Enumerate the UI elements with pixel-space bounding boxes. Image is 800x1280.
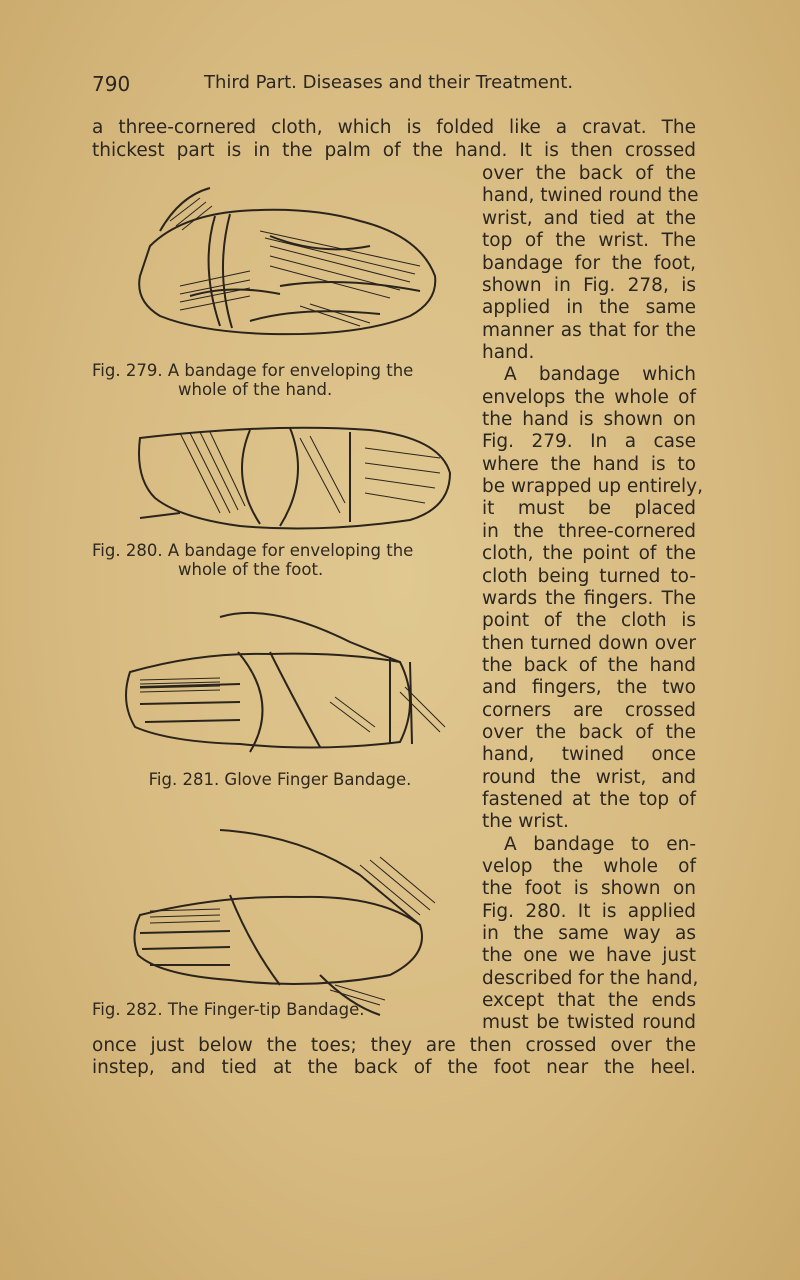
body-line: must be twisted round: [482, 1012, 696, 1033]
body-line: be wrapped up entirely,: [482, 476, 703, 497]
body-line: hand.: [482, 342, 535, 363]
body-line: A bandage to en-: [504, 834, 696, 855]
body-line: thickest part is in the palm of the hand. It is then crossed: [92, 140, 696, 161]
caption-line: Fig. 280. A bandage for enveloping the: [92, 541, 414, 560]
body-line: the hand is shown on: [482, 409, 696, 430]
body-line: A bandage which: [504, 364, 696, 385]
body-line: envelops the whole of: [482, 387, 696, 408]
body-line: in the three-cornered: [482, 521, 696, 542]
body-line: where the hand is to: [482, 454, 696, 475]
figure-279-caption: [92, 361, 462, 399]
body-line: cloth being turned to-: [482, 566, 696, 587]
body-line: manner as that for the: [482, 320, 696, 341]
body-line: over the back of the: [482, 722, 696, 743]
body-line: except that the ends: [482, 990, 696, 1011]
body-line: the foot is shown on: [482, 878, 696, 899]
body-line: once just below the toes; they are then crossed over the: [92, 1035, 696, 1056]
running-head: Third Part. Diseases and their Treatment.: [204, 72, 574, 93]
body-line: bandage for the foot,: [482, 253, 696, 274]
body-line: top of the wrist. The: [482, 230, 696, 251]
body-line: wards the fingers. The: [482, 588, 696, 609]
figure-280-illustration: [120, 418, 460, 534]
body-line: wrist, and tied at the: [482, 208, 696, 229]
body-line: described for the hand,: [482, 968, 699, 989]
figure-280-caption: [92, 541, 462, 579]
body-line: velop the whole of: [482, 856, 696, 877]
body-line: instep, and tied at the back of the foot near the heel.: [92, 1057, 696, 1078]
body-line: cloth, the point of the: [482, 543, 696, 564]
figure-282-illustration: [120, 815, 460, 1025]
caption-line: whole of the hand.: [178, 380, 333, 399]
figure-281-caption: Fig. 281. Glove Finger Bandage.: [148, 770, 412, 789]
body-line: shown in Fig. 278, is: [482, 275, 696, 296]
body-line: the back of the hand: [482, 655, 696, 676]
figure-281-illustration: [120, 592, 460, 760]
body-line: fastened at the top of: [482, 789, 696, 810]
body-line: hand, twined once: [482, 744, 696, 765]
page-header: [92, 70, 732, 100]
body-line: Fig. 279. In a case: [482, 431, 696, 452]
figure-279-illustration: [120, 176, 460, 356]
caption-line: whole of the foot.: [178, 560, 324, 579]
body-line: a three-cornered cloth, which is folded like a cravat. The: [92, 117, 696, 138]
figure-282-caption: Fig. 282. The Finger-tip Bandage.: [92, 1000, 365, 1019]
body-line: applied in the same: [482, 297, 696, 318]
body-line: the one we have just: [482, 945, 696, 966]
body-line: round the wrist, and: [482, 767, 696, 788]
body-line: point of the cloth is: [482, 610, 696, 631]
body-line: then turned down over: [482, 633, 696, 654]
body-line: Fig. 280. It is applied: [482, 901, 696, 922]
caption-line: Fig. 279. A bandage for enveloping the: [92, 361, 414, 380]
body-line: in the same way as: [482, 923, 696, 944]
body-line: hand, twined round the: [482, 185, 699, 206]
body-line: over the back of the: [482, 163, 696, 184]
body-line: corners are crossed: [482, 700, 696, 721]
body-line: it must be placed: [482, 498, 696, 519]
body-line: the wrist.: [482, 811, 569, 832]
page-number: 790: [92, 72, 131, 96]
body-line: and fingers, the two: [482, 677, 696, 698]
